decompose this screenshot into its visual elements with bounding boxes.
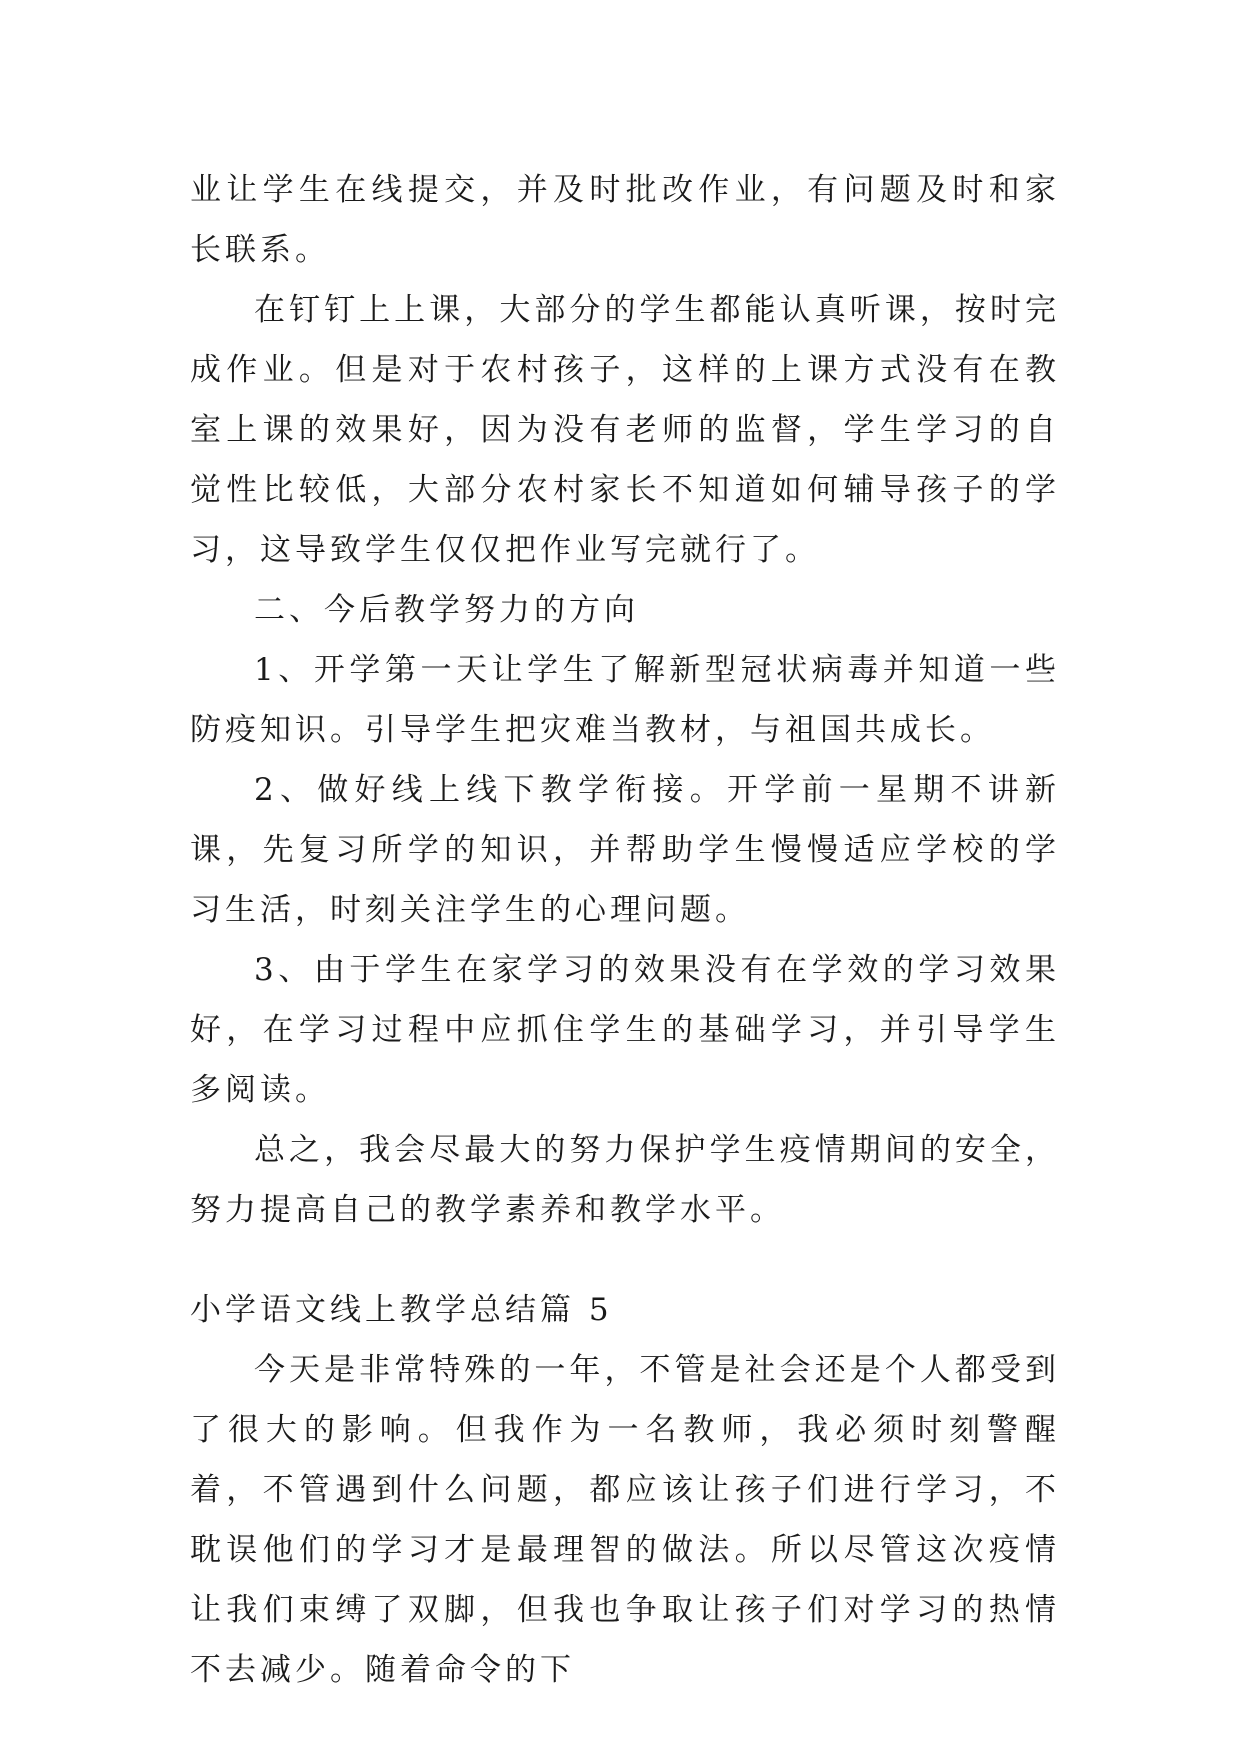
list-item-2: 2、做好线上线下教学衔接。开学前一星期不讲新课，先复习所学的知识，并帮助学生慢慢适应学校的学习生活，时刻关注学生的心理问题。: [190, 772, 1060, 928]
heading-future-direction: 二、今后教学努力的方向: [254, 592, 639, 628]
list-item-1: 1、开学第一天让学生了解新型冠状病毒并知道一些防疫知识。引导学生把灾难当教材，与祖国共成长。: [190, 652, 1060, 748]
paragraph-conclusion: 总之，我会尽最大的努力保护学生疫情期间的安全，努力提高自己的教学素养和教学水平。: [190, 1132, 1060, 1228]
paragraph-dingding: 在钉钉上上课，大部分的学生都能认真听课，按时完成作业。但是对于农村孩子，这样的上课方式没有在教室上课的效果好，因为没有老师的监督，学生学习的自觉性比较低，大部分农村家长不知道如何辅导孩子的学习，这导致学生仅仅把作业写完就行了。: [190, 292, 1060, 568]
paragraph-continuation: 业让学生在线提交，并及时批改作业，有问题及时和家长联系。: [190, 172, 1060, 268]
paragraph-section-5-intro: 今天是非常特殊的一年，不管是社会还是个人都受到了很大的影响。但我作为一名教师，我必须时刻警醒着，不管遇到什么问题，都应该让孩子们进行学习，不耽误他们的学习才是最理智的做法。所以尽管这次疫情让我们束缚了双脚，但我也争取让孩子们对学习的热情不去减少。随着命令的下: [190, 1352, 1060, 1688]
document-page: [190, 160, 1060, 1700]
list-item-3: 3、由于学生在家学习的效果没有在学效的学习效果好，在学习过程中应抓住学生的基础学习，并引导学生多阅读。: [190, 952, 1060, 1108]
section-title: 小学语文线上教学总结篇 5: [190, 1292, 613, 1328]
